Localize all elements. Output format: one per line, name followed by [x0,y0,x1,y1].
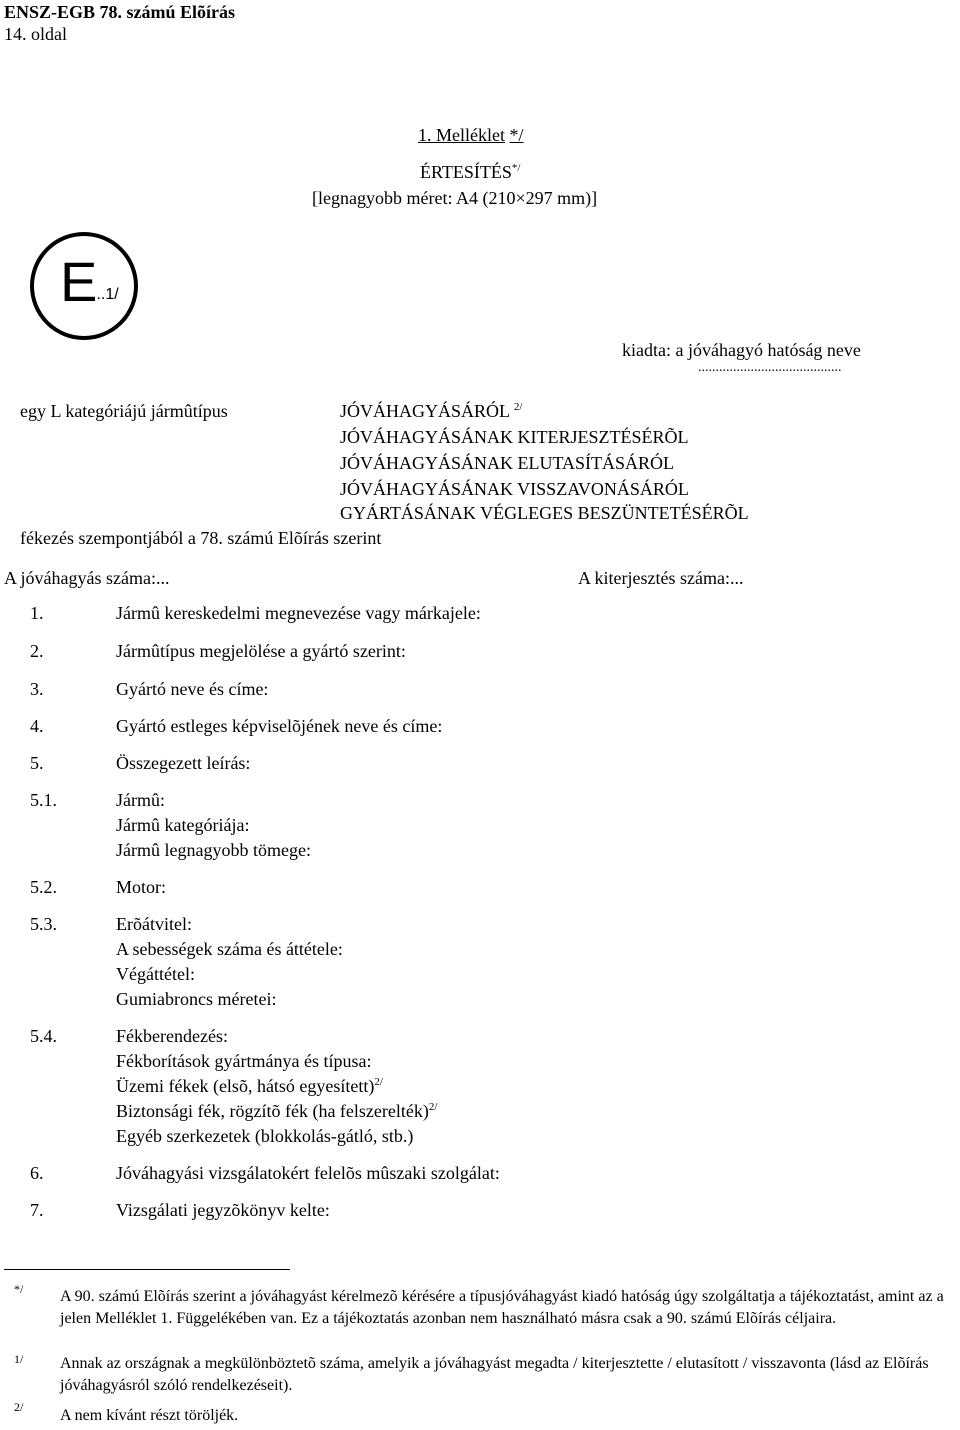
item-final-drive: Végáttétel: [116,964,195,984]
item-vehicle-type: Jármûtípus megjelölése a gyártó szerint: [116,641,406,661]
item-braking-system: Fékberendezés: [116,1026,228,1046]
subject-lead: egy L kategóriájú jármûtípus [20,401,228,421]
item-number: 2. [30,641,44,661]
item-summary: Összegezett leírás: [116,753,251,773]
item-engine: Motor: [116,877,167,897]
item-gear-ratios: A sebességek száma és áttétele: [116,939,343,959]
extension-number: A kiterjesztés száma:... [578,568,744,588]
item-vehicle-category: Jármû kategóriája: [116,815,250,835]
footnote-text: Annak az országnak a megkülönböztetõ száma, amelyik a jóváhagyást megadta / kiterjesztette / elutasított / visszavonta (lásd az Elõírás jóváhagyásról szóló rendelkezéseit). [60,1355,929,1394]
item-number: 7. [30,1200,44,1220]
page-number: 14. oldal [4,24,67,44]
notice-footnote-mark: */ [511,162,521,174]
item-number: 1. [30,603,44,623]
max-format-note: [legnagyobb méret: A4 (210×297 mm)] [312,188,598,208]
item-number: 6. [30,1163,44,1183]
footnote-mark: 1/ [14,1352,24,1366]
document-title: ENSZ-EGB 78. számú Elõírás [4,2,236,22]
item-test-report-date: Vizsgálati jegyzõkönyv kelte: [116,1200,330,1220]
item-number: 5.3. [30,914,57,934]
footnote-text: A nem kívánt részt töröljék. [60,1407,239,1424]
item-number: 3. [30,679,44,699]
approval-number: A jóváhagyás száma:... [4,568,170,588]
item-representative: Gyártó estleges képviselõjének neve és címe: [116,716,443,736]
footnote-text: A 90. számú Elõírás szerint a jóváhagyást kérelmezõ kérésére a típusjóváhagyást kiadó hatóság úgy szolgáltatja a tájékoztatást, amint az a jelen Melléklet 1. Függelékében van. Ez a tájékoztatás azonban nem használható másra csak a 90. számú Elõírás céljaira. [60,1288,944,1327]
item-trade-name: Jármû kereskedelmi megnevezése vagy márkajele: [116,603,481,623]
e-mark-country-number: ...1/ [92,286,119,303]
item-vehicle-max-mass: Jármû legnagyobb tömege: [116,840,311,860]
subject-option-discontinued: GYÁRTÁSÁNAK VÉGLEGES BESZÜNTETÉSÉRÕL [340,503,749,523]
item-vehicle: Jármû: [116,790,165,810]
item-parking-brake: Biztonsági fék, rögzítõ fék (ha felszerelték)$^{2/}$ [116,1101,438,1121]
e-mark-circle [30,232,138,340]
subject-option-refusal: JÓVÁHAGYÁSÁNAK ELUTASÍTÁSÁRÓL [340,453,675,473]
issuing-authority-label: kiadta: a jóváhagyó hatóság neve [622,340,861,360]
e-mark-letter: E [60,250,98,313]
item-number: 5. [30,753,44,773]
item-technical-service: Jóváhagyási vizsgálatokért felelõs mûszaki szolgálat: [116,1163,500,1183]
notice-title: ÉRTESÍTÉS*/ [420,162,521,182]
subject-option-approval: JÓVÁHAGYÁSÁRÓL $^{2/}$ [340,401,523,421]
item-other-devices: Egyéb szerkezetek (blokkolás-gátló, stb.) [116,1126,414,1146]
subject-option-extension: JÓVÁHAGYÁSÁNAK KITERJESZTÉSÉRÕL [340,427,689,447]
subject-option-withdrawal: JÓVÁHAGYÁSÁNAK VISSZAVONÁSÁRÓL [340,479,689,499]
annex-label: 1. Melléklet */ [418,125,524,145]
footnote-mark: */ [14,1282,24,1296]
item-number: 4. [30,716,44,736]
item-number: 5.4. [30,1026,57,1046]
item-service-brakes: Üzemi fékek (elsõ, hátsó egyesített)$^{2/}$ [116,1076,383,1096]
footnote-separator [4,1269,290,1270]
subject-tail: fékezés szempontjából a 78. számú Elõírás szerint [20,528,382,548]
annex-footnote-mark: */ [509,125,524,145]
item-transmission: Erõátvitel: [116,914,192,934]
footnote-mark: 2/ [14,1400,24,1414]
item-number: 5.1. [30,790,57,810]
item-number: 5.2. [30,877,57,897]
issuing-authority-dots: ......................................... [698,360,842,375]
item-brake-linings: Fékborítások gyártmánya és típusa: [116,1051,372,1071]
item-tyre-size: Gumiabroncs méretei: [116,989,277,1009]
item-manufacturer: Gyártó neve és címe: [116,679,269,699]
